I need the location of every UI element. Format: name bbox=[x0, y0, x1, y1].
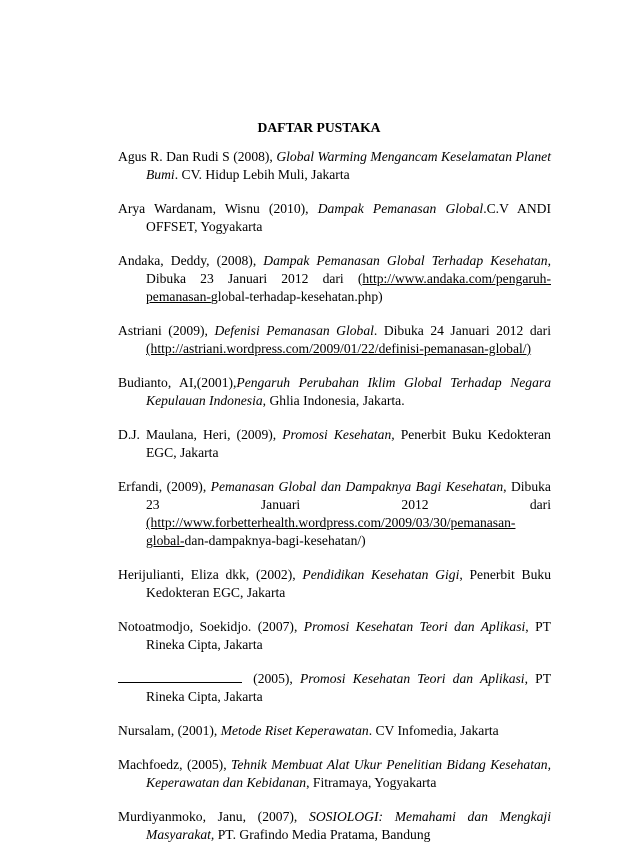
reference-title: Tehnik Membuat Alat Ukur Penelitian Bidang Kesehatan, Keperawatan dan Kebidanan bbox=[146, 757, 551, 790]
reference-text: Arya Wardanam, Wisnu (2010), bbox=[118, 201, 318, 216]
reference-text: , Penerbit Buku Kedokteran EGC, Jakarta bbox=[146, 567, 551, 600]
reference-entry bbox=[118, 670, 551, 706]
reference-text: . CV Infomedia, Jakarta bbox=[368, 723, 499, 738]
reference-text: , PT Rineka Cipta, Jakarta bbox=[146, 671, 551, 704]
reference-text: Murdiyanmoko, Janu, (2007), bbox=[118, 809, 310, 824]
reference-entry bbox=[118, 374, 551, 410]
reference-entry bbox=[118, 618, 551, 654]
reference-text: , Fitramaya, Yogyakarta bbox=[306, 775, 437, 790]
reference-link[interactable]: (http://www.forbetterhealth.wordpress.com/2009/03/30/pemanasan-global- bbox=[146, 515, 516, 548]
reference-text: Notoatmodjo, Soekidjo. (2007), bbox=[118, 619, 304, 634]
reference-title: Promosi Kesehatan, bbox=[282, 427, 395, 442]
reference-text: D.J. Maulana, Heri, (2009), bbox=[118, 427, 283, 442]
reference-text: Herijulianti, Eliza dkk, (2002), bbox=[118, 567, 303, 582]
reference-title: Promosi Kesehatan Teori dan Aplikasi bbox=[303, 619, 526, 634]
reference-text: Nursalam, (2001), bbox=[118, 723, 221, 738]
reference-text: dan-dampaknya-bagi-kesehatan/) bbox=[184, 533, 366, 548]
reference-title: Global Warming Mengancam Keselamatan Planet Bumi bbox=[146, 149, 551, 182]
reference-text: Budianto, AI,(2001), bbox=[118, 375, 237, 390]
reference-entry bbox=[118, 808, 551, 844]
reference-link[interactable]: (http://astriani.wordpress.com/2009/01/22/definisi-pemanasan-global/) bbox=[146, 341, 532, 356]
reference-text: , Ghlia Indonesia, Jakarta. bbox=[262, 393, 405, 408]
reference-entry bbox=[118, 426, 551, 462]
reference-title: Dampak Pemanasan Global Terhadap Kesehatan bbox=[263, 253, 548, 268]
reference-title: Defenisi Pemanasan Global bbox=[214, 323, 374, 338]
reference-entry bbox=[118, 756, 551, 792]
reference-title: Pengaruh Perubahan Iklim Global Terhadap Negara Kepulauan Indonesia bbox=[146, 375, 551, 408]
reference-entry bbox=[118, 722, 551, 740]
reference-text: Andaka, Deddy, (2008), bbox=[118, 253, 264, 268]
reference-title: Metode Riset Keperawatan bbox=[220, 723, 369, 738]
reference-text: Penerbit Buku Kedokteran EGC, Jakarta bbox=[146, 427, 551, 460]
reference-text: Erfandi, (2009), bbox=[118, 479, 211, 494]
reference-text: global-terhadap-kesehatan.php) bbox=[210, 289, 383, 304]
reference-text: Astriani (2009), bbox=[118, 323, 215, 338]
reference-title: Dampak Pemanasan Global bbox=[317, 201, 484, 216]
reference-text: , Dibuka 23 Januari 2012 dari ( bbox=[146, 253, 552, 286]
reference-text: PT. Grafindo Media Pratama, Bandung bbox=[214, 827, 431, 842]
reference-entry bbox=[118, 148, 551, 184]
reference-title: SOSIOLOGI: Memahami dan Mengkaji Masyarakat, bbox=[146, 809, 551, 842]
bibliography-list bbox=[118, 148, 551, 860]
reference-text: .C.V ANDI OFFSET, Yogyakarta bbox=[146, 201, 551, 234]
reference-text: Machfoedz, (2005), bbox=[118, 757, 232, 772]
reference-entry bbox=[118, 478, 551, 550]
reference-text: (2005), bbox=[246, 671, 300, 686]
reference-entry bbox=[118, 200, 551, 236]
reference-title: Promosi Kesehatan Teori dan Aplikasi bbox=[300, 671, 525, 686]
reference-entry bbox=[118, 566, 551, 602]
reference-text: . CV. Hidup Lebih Muli, Jakarta bbox=[174, 167, 350, 182]
reference-title: Pemanasan Global dan Dampaknya Bagi Kesehatan bbox=[210, 479, 504, 494]
reference-text: , Dibuka 23 Januari 2012 dari bbox=[146, 479, 551, 512]
reference-text: Agus R. Dan Rudi S (2008), bbox=[118, 149, 277, 164]
reference-title: Pendidikan Kesehatan Gigi bbox=[302, 567, 460, 582]
reference-text: , PT Rineka Cipta, Jakarta bbox=[146, 619, 551, 652]
reference-text: . Dibuka 24 Januari 2012 dari bbox=[373, 323, 551, 338]
reference-link[interactable]: http://www.andaka.com/pengaruh-pemanasan- bbox=[146, 271, 551, 304]
page-title: DAFTAR PUSTAKA bbox=[257, 120, 381, 135]
author-repeat-line bbox=[118, 670, 242, 683]
reference-entry bbox=[118, 322, 551, 358]
reference-entry bbox=[118, 252, 551, 306]
